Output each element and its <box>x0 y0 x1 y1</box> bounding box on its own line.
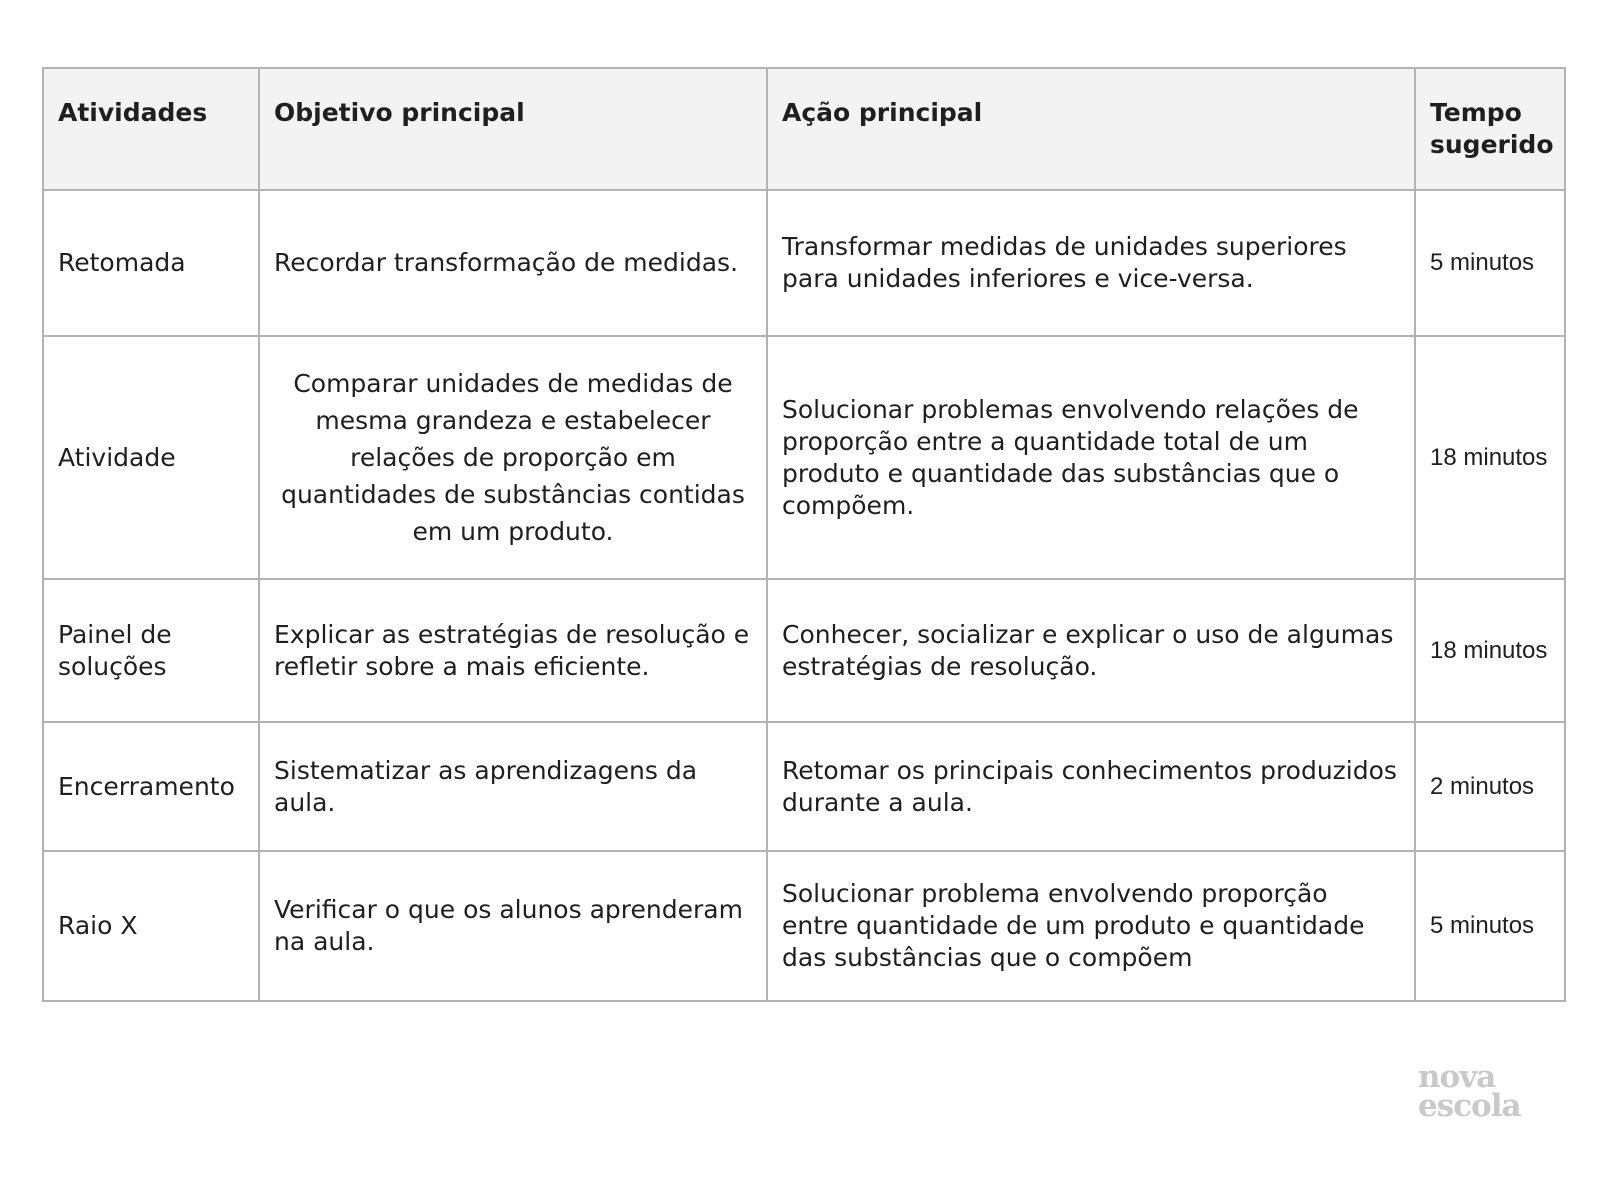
cell-tempo: 5 minutos <box>1415 190 1565 336</box>
header-acao: Ação principal <box>767 68 1415 190</box>
cell-objetivo: Sistematizar as aprendizagens da aula. <box>259 722 767 851</box>
logo-line-escola: escola <box>1418 1088 1521 1124</box>
cell-atividade: Retomada <box>43 190 259 336</box>
cell-acao: Solucionar problemas envolvendo relações de proporção entre a quantidade total de um produto e quantidade das substâncias que o compõem. <box>767 336 1415 579</box>
table-header <box>43 68 1565 190</box>
cell-atividade: Encerramento <box>43 722 259 851</box>
cell-objetivo: Recordar transformação de medidas. <box>259 190 767 336</box>
table-row <box>43 336 1565 579</box>
header-atividades: Atividades <box>43 68 259 190</box>
cell-tempo: 2 minutos <box>1415 722 1565 851</box>
nova-escola-logo <box>1418 1059 1548 1124</box>
cell-acao: Conhecer, socializar e explicar o uso de algumas estratégias de resolução. <box>767 579 1415 722</box>
header-objetivo: Objetivo principal <box>259 68 767 190</box>
cell-atividade: Raio X <box>43 851 259 1001</box>
cell-objetivo: Comparar unidades de medidas de mesma grandeza e estabelecer relações de proporção em quantidades de substâncias contidas em um produto. <box>259 336 767 579</box>
cell-objetivo: Explicar as estratégias de resolução e refletir sobre a mais eficiente. <box>259 579 767 722</box>
cell-tempo: 5 minutos <box>1415 851 1565 1001</box>
cell-objetivo: Verificar o que os alunos aprenderam na aula. <box>259 851 767 1001</box>
cell-atividade: Atividade <box>43 336 259 579</box>
table-row <box>43 722 1565 851</box>
cell-tempo: 18 minutos <box>1415 579 1565 722</box>
cell-atividade: Painel de soluções <box>43 579 259 722</box>
cell-acao: Transformar medidas de unidades superiores para unidades inferiores e vice-versa. <box>767 190 1415 336</box>
table-row <box>43 851 1565 1001</box>
cell-acao: Solucionar problema envolvendo proporção entre quantidade de um produto e quantidade das substâncias que o compõem <box>767 851 1415 1001</box>
table-body <box>43 190 1565 1001</box>
cell-acao: Retomar os principais conhecimentos produzidos durante a aula. <box>767 722 1415 851</box>
header-tempo: Tempo sugerido <box>1415 68 1565 190</box>
lesson-plan-table <box>42 67 1566 1002</box>
header-row <box>43 68 1565 190</box>
table-row <box>43 579 1565 722</box>
logo-line-nova: nova <box>1418 1059 1496 1095</box>
table-row <box>43 190 1565 336</box>
cell-tempo: 18 minutos <box>1415 336 1565 579</box>
